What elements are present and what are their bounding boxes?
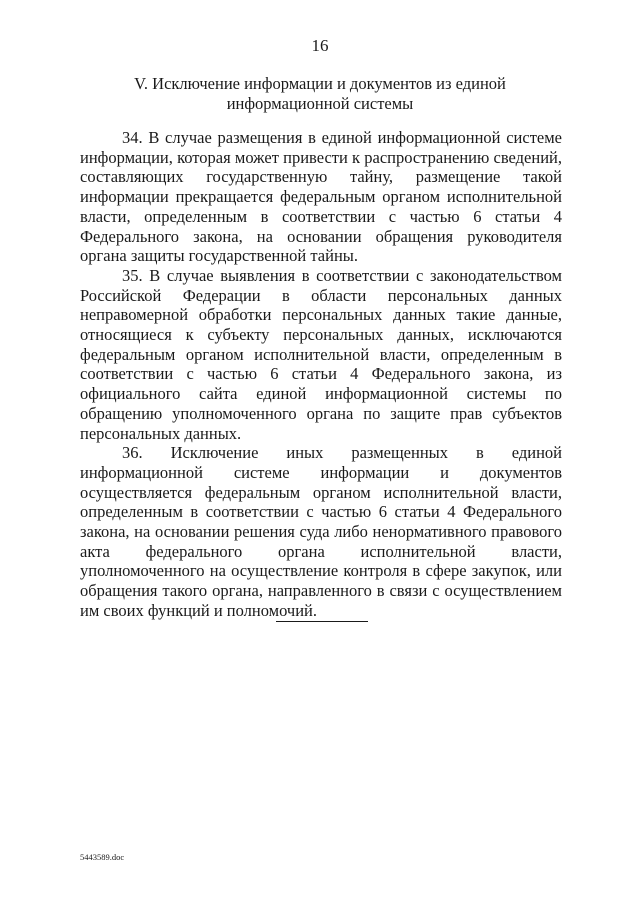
paragraph-36: 36. Исключение иных размещенных в единой информационной системе информации и документов осуществляется федеральным органом исполнительной власти, определенным в соответствии с частью 6 статьи 4 Федерального закона, на основании решения суда либо ненормативного правового акта федерального органа исполнительной власти, уполномоченного на осуществление контроля в сфере закупок, или обращения такого органа, направленного в связи с осуществлением им своих функций и полномочий. [80,443,562,620]
section-title [110,74,530,114]
paragraph-35: 35. В случае выявления в соответствии с законодательством Российской Федерации в области персональных данных неправомерной обработки персональных данных такие данные, относящиеся к субъекту персональных данных, исключаются федеральным органом исполнительной власти, определенным в соответствии с частью 6 статьи 4 Федерального закона, из официального сайта единой информационной системы по обращению уполномоченного органа по защите прав субъектов персональных данных. [80,265,562,443]
section-title-line-2: информационной системы [226,94,414,113]
footer-file-name: 5443589.doc [80,852,125,862]
paragraph-34: 34. В случае размещения в единой информационной системе информации, которая может привести к распространению сведений, составляющих государственную тайну, размещение такой информации прекращается федеральным органом исполнительной власти, определенным в соответствии с частью 6 статьи 4 Федерального закона, на основании обращения руководителя органа защиты государственной тайны. [80,128,562,266]
section-title-line-1: V. Исключение информации и документов из единой [134,74,506,93]
end-divider [276,621,368,622]
body-text [80,128,562,621]
page-number: 16 [311,36,329,55]
